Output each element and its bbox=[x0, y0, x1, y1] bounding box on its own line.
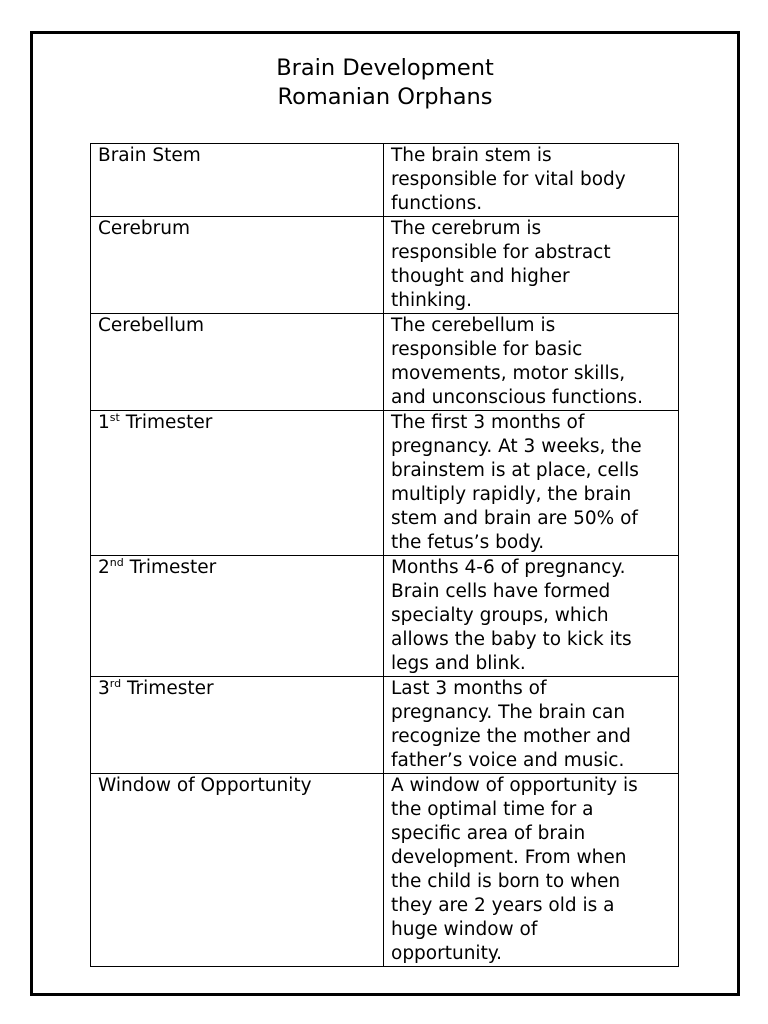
definition-line: The first 3 months of bbox=[391, 412, 585, 433]
definition-line: responsible for basic bbox=[391, 339, 583, 360]
definition-line: Months 4-6 of pregnancy. bbox=[391, 557, 626, 578]
definition-cell bbox=[384, 411, 679, 556]
definition-line: and unconscious functions. bbox=[391, 387, 643, 408]
definition-line: thinking. bbox=[391, 290, 473, 311]
definition-line: they are 2 years old is a bbox=[391, 895, 615, 916]
table-row bbox=[91, 411, 679, 556]
definition-line: responsible for abstract bbox=[391, 242, 611, 263]
term-number: 1 bbox=[98, 412, 110, 433]
table-row bbox=[91, 217, 679, 314]
term-number: 3 bbox=[98, 678, 110, 699]
title-line-2: Romanian Orphans bbox=[277, 84, 493, 110]
definition-line: development. From when bbox=[391, 847, 627, 868]
term-text: Trimester bbox=[121, 678, 214, 699]
table-row bbox=[91, 774, 679, 967]
definition-line: pregnancy. At 3 weeks, the bbox=[391, 436, 642, 457]
definition-cell bbox=[384, 144, 679, 217]
definition-line: The brain stem is bbox=[391, 145, 552, 166]
definition-line: A window of opportunity is bbox=[391, 775, 638, 796]
term-text: Cerebrum bbox=[98, 218, 190, 239]
term-cell bbox=[91, 556, 384, 677]
definition-line: the child is born to when bbox=[391, 871, 621, 892]
definition-line: specific area of brain bbox=[391, 823, 586, 844]
term-cell bbox=[91, 144, 384, 217]
title-line-1: Brain Development bbox=[276, 55, 494, 81]
definition-cell bbox=[384, 677, 679, 774]
table-row bbox=[91, 314, 679, 411]
definition-line: legs and blink. bbox=[391, 653, 526, 674]
definition-line: specialty groups, which bbox=[391, 605, 609, 626]
term-text: Window of Opportunity bbox=[98, 775, 312, 796]
term-cell bbox=[91, 774, 384, 967]
term-cell bbox=[91, 411, 384, 556]
definition-line: The cerebellum is bbox=[391, 315, 556, 336]
table-row bbox=[91, 556, 679, 677]
document-page bbox=[30, 31, 740, 996]
definition-line: responsible for vital body bbox=[391, 169, 626, 190]
definition-cell bbox=[384, 556, 679, 677]
definition-line: Last 3 months of bbox=[391, 678, 547, 699]
definition-line: Brain cells have formed bbox=[391, 581, 611, 602]
term-cell bbox=[91, 314, 384, 411]
definition-line: brainstem is at place, cells bbox=[391, 460, 639, 481]
term-number: 2 bbox=[98, 557, 110, 578]
document-title bbox=[33, 54, 737, 112]
definition-line: the optimal time for a bbox=[391, 799, 594, 820]
definition-cell bbox=[384, 217, 679, 314]
table-row bbox=[91, 677, 679, 774]
definition-line: movements, motor skills, bbox=[391, 363, 626, 384]
definition-line: opportunity. bbox=[391, 943, 503, 964]
definition-line: multiply rapidly, the brain bbox=[391, 484, 632, 505]
term-text: Trimester bbox=[119, 412, 213, 433]
term-cell bbox=[91, 677, 384, 774]
ordinal-suffix: rd bbox=[109, 676, 122, 690]
definitions-table bbox=[90, 143, 679, 967]
table-row bbox=[91, 144, 679, 217]
definition-line: functions. bbox=[391, 193, 483, 214]
term-text: Cerebellum bbox=[98, 315, 205, 336]
definition-line: The cerebrum is bbox=[391, 218, 542, 239]
term-text: Trimester bbox=[123, 557, 217, 578]
definition-cell bbox=[384, 314, 679, 411]
ordinal-suffix: st bbox=[109, 410, 120, 424]
definition-line: the fetus’s body. bbox=[391, 532, 545, 553]
definition-line: pregnancy. The brain can bbox=[391, 702, 626, 723]
definition-line: recognize the mother and bbox=[391, 726, 631, 747]
definition-cell bbox=[384, 774, 679, 967]
definition-line: stem and brain are 50% of bbox=[391, 508, 638, 529]
term-text: Brain Stem bbox=[98, 145, 201, 166]
definition-line: huge window of bbox=[391, 919, 538, 940]
definition-line: allows the baby to kick its bbox=[391, 629, 632, 650]
ordinal-suffix: nd bbox=[109, 555, 124, 569]
definition-line: thought and higher bbox=[391, 266, 570, 287]
term-cell bbox=[91, 217, 384, 314]
definition-line: father’s voice and music. bbox=[391, 750, 625, 771]
